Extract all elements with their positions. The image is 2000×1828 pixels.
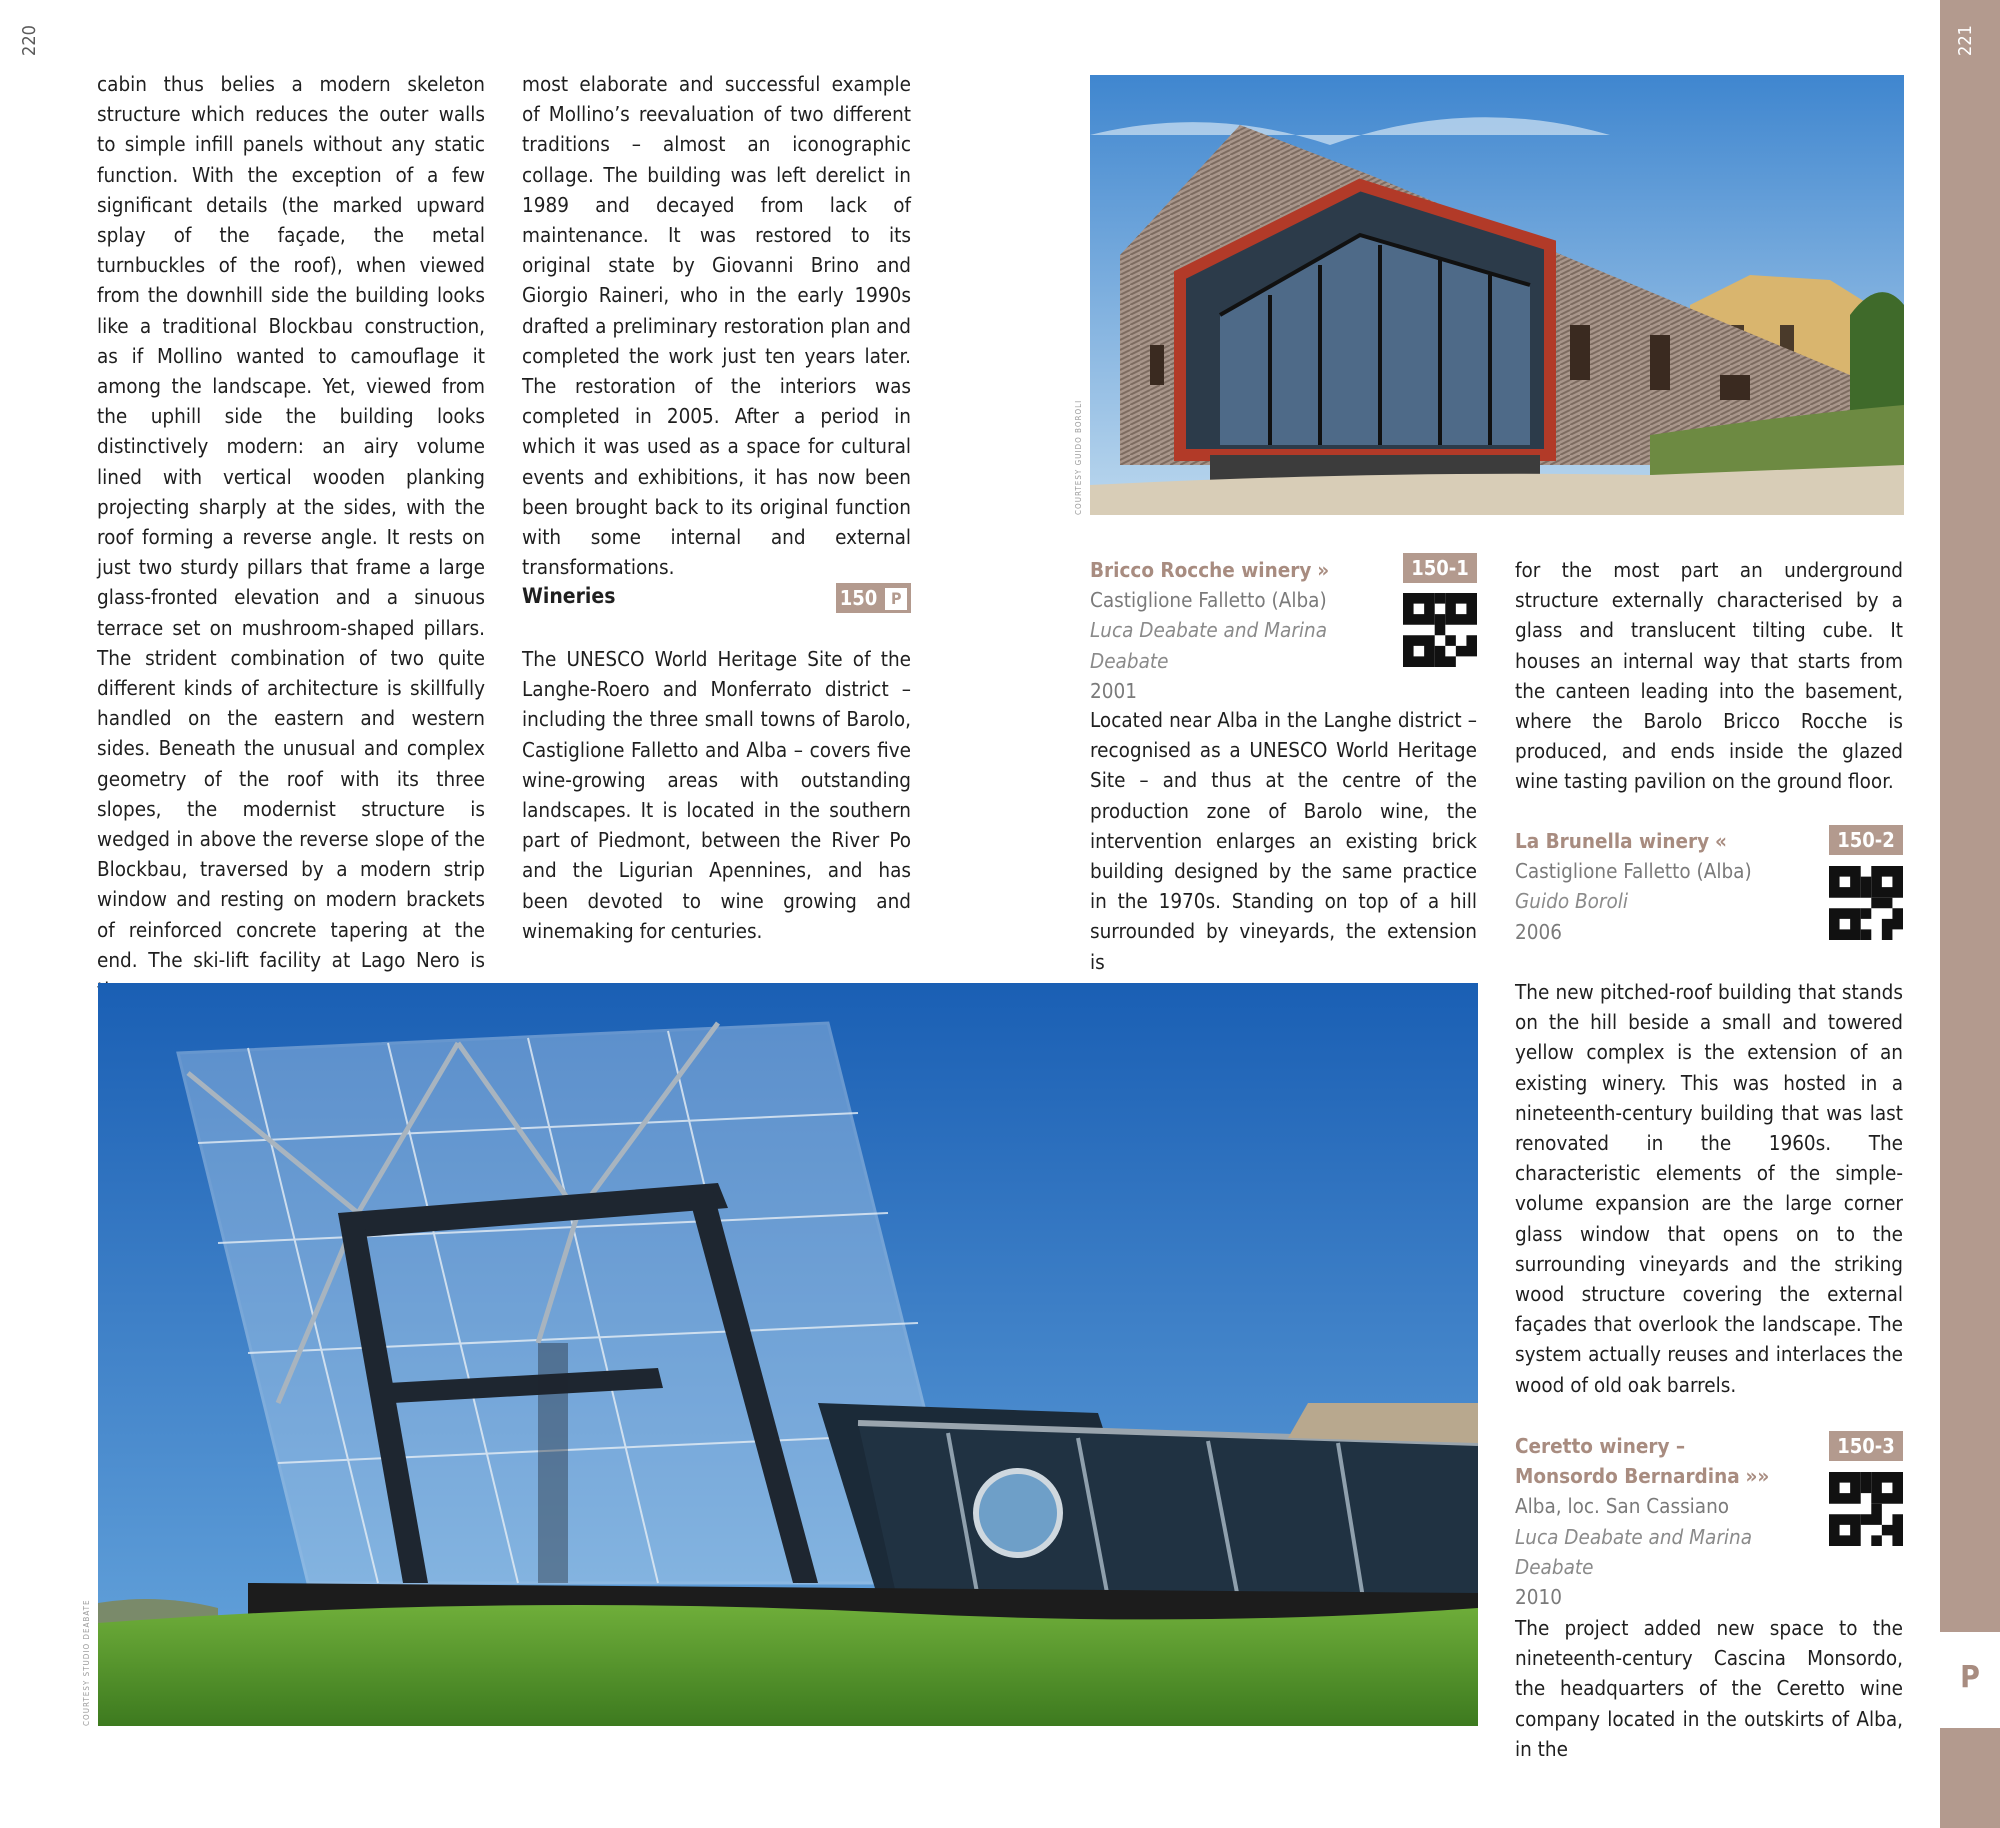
paragraph: cabin thus belies a modern skeleton structure which reduces the outer walls to simple infill panels without any static function. With the exception of a few significant details (the marked upward splay of the façade, the metal turnbuckles of the roof), when viewed from the downhill side the building looks like a traditional Blockbau construction, as if Mollino wanted to camouflage it among the landscape. Yet, viewed from the uphill side the building looks distinctively modern: an airy volume lined with vertical wooden planking projecting sharply at the sides, with the roof forming a reverse angle. It rests on just two sturdy pillars that frame a large glass-fronted elevation and a sinuous terrace set on mushroom-shaped pillars. The strident combination of two quite different kinds of architecture is skillfully handled on the eastern and western sides. Beneath the unusual and complex geometry of the roof with its three slopes, the modernist structure is wedged in above the reverse slope of the Blockbau, traversed by a modern strip window and resting on modern brackets of reinforced concrete tapering at the end. The ski-lift facility at Lago Nero is [97, 72, 485, 972]
winery-building-illustration [1090, 75, 1904, 515]
badge-letter: P [885, 588, 907, 610]
entry-150-3 [1515, 1431, 1835, 1612]
photo-credit-top: COURTESY GUIDO BOROLI [1074, 399, 1083, 515]
paragraph: for the most part an underground structure externally characterised by a glass and translucent tilting cube. It houses an internal way that starts from the canteen leading into the basement, where the Barolo Bricco Rocche is produced, and ends inside the glazed wine tasting pavilion on the ground floor. [1515, 558, 1903, 794]
entry-title-line-2 [1515, 1461, 1835, 1491]
entry-year: 2001 [1090, 678, 1137, 703]
entry-architect: Guido Boroli [1515, 889, 1629, 914]
entry-location: Castiglione Falletto (Alba) [1515, 859, 1752, 884]
entry-year: 2006 [1515, 919, 1562, 944]
photo-glass-cube-winery [98, 983, 1478, 1726]
page-number-right: 221 [1954, 25, 1976, 56]
entry-150-1 [1090, 555, 1390, 706]
entry-title-text: Bricco Rocche winery [1090, 558, 1312, 582]
qr-code-icon[interactable] [1829, 1472, 1903, 1546]
paragraph: The UNESCO World Heritage Site of the Langhe-Roero and Monferrato district – including the three small towns of Barolo, Castiglione Falletto and Alba – covers five wine-growing areas with outstanding landscapes. It is located in the southern part of Piedmont, between the River Po and the Ligurian Apennines, and has been devoted to wine growing and winemaking for centuries. [522, 647, 911, 943]
entry-title [1515, 826, 1815, 856]
entry-badge-150-2: 150-2 [1829, 825, 1903, 855]
entry-150-2 [1515, 826, 1815, 947]
qr-code-icon[interactable] [1829, 866, 1903, 940]
photo-winery-building [1090, 75, 1904, 515]
section-heading-wineries: Wineries [522, 584, 616, 608]
entry-architect: Luca Deabate and Marina Deabate [1515, 1524, 1753, 1579]
entry-title-text: Monsordo Bernardina [1515, 1464, 1740, 1489]
arrow-icon: « [1715, 829, 1727, 853]
entry-title [1090, 555, 1390, 585]
paragraph: The project added new space to the nineteenth-century Cascina Monsordo, the headquarters of the Ceretto wine company located in the outskirts of Alba, in the [1515, 1616, 1903, 1761]
entry-badge-150-3: 150-3 [1829, 1431, 1903, 1461]
section-tab-bottom [1940, 1728, 2000, 1828]
qr-code-icon[interactable] [1403, 593, 1477, 667]
entry-location: Alba, loc. San Cassiano [1515, 1494, 1730, 1519]
entry-150-1-text-continued [1515, 555, 1903, 797]
entry-location: Castiglione Falletto (Alba) [1090, 588, 1327, 613]
entry-150-2-text [1515, 977, 1903, 1400]
column-2-text [522, 69, 911, 582]
section-badge-150 [836, 583, 911, 613]
section-tab-letter: P [1960, 1660, 1980, 1695]
paragraph: The new pitched-roof building that stands on the hill beside a small and towered yellow complex is the extension of an existing winery. This was hosted in a nineteenth-century building that was last renovated in the 1960s. The characteristic elements of the simple-volume expansion are the large corner glass window that opens on to the surrounding vineyards and the striking wood structure covering the external façades that overlook the landscape. The system actually reuses and interlaces the wood of old oak barrels. [1515, 980, 1903, 1397]
entry-title-text: La Brunella winery [1515, 829, 1710, 853]
photo-credit-bottom: COURTESY STUDIO DEABATE [82, 1599, 91, 1726]
entry-150-3-text [1515, 1613, 1903, 1764]
paragraph: Located near Alba in the Langhe district – recognised as a UNESCO World Heritage Site – and thus at the centre of the production zone of Barolo wine, the intervention enlarges an existing brick building designed by the same practice in the 1970s. Standing on top of a hill surrounded by vineyards, the extension is [1090, 708, 1477, 974]
entry-year: 2010 [1515, 1585, 1562, 1610]
wineries-intro-text [522, 644, 911, 946]
paragraph: most elaborate and successful example of Mollino’s reevaluation of two different traditions – almost an iconographic collage. The building was left derelict in 1989 and decayed from lack of maintenance. It was restored to its original state by Giovanni Brino and Giorgio Raineri, who in the early 1990s drafted a preliminary restoration plan and completed the work just ten years later. The restoration of the interiors was completed in 2005. After a period in which it was used as a space for cultural events and exhibitions, it has now been been brought back to its original function with some internal and external transformations. [522, 72, 911, 580]
column-1-text [97, 69, 485, 1005]
arrow-icon: » [1317, 558, 1330, 582]
page-number-left: 220 [18, 25, 40, 56]
entry-150-1-text [1090, 705, 1477, 977]
badge-number: 150 [839, 586, 878, 610]
entry-architect: Luca Deabate and Marina Deabate [1090, 618, 1328, 673]
entry-title-line-1: Ceretto winery – [1515, 1434, 1686, 1458]
arrow-icon: »» [1745, 1464, 1770, 1489]
section-tab-top [1940, 0, 2000, 1632]
glass-cube-illustration [98, 983, 1478, 1726]
entry-badge-150-1: 150-1 [1403, 553, 1477, 583]
